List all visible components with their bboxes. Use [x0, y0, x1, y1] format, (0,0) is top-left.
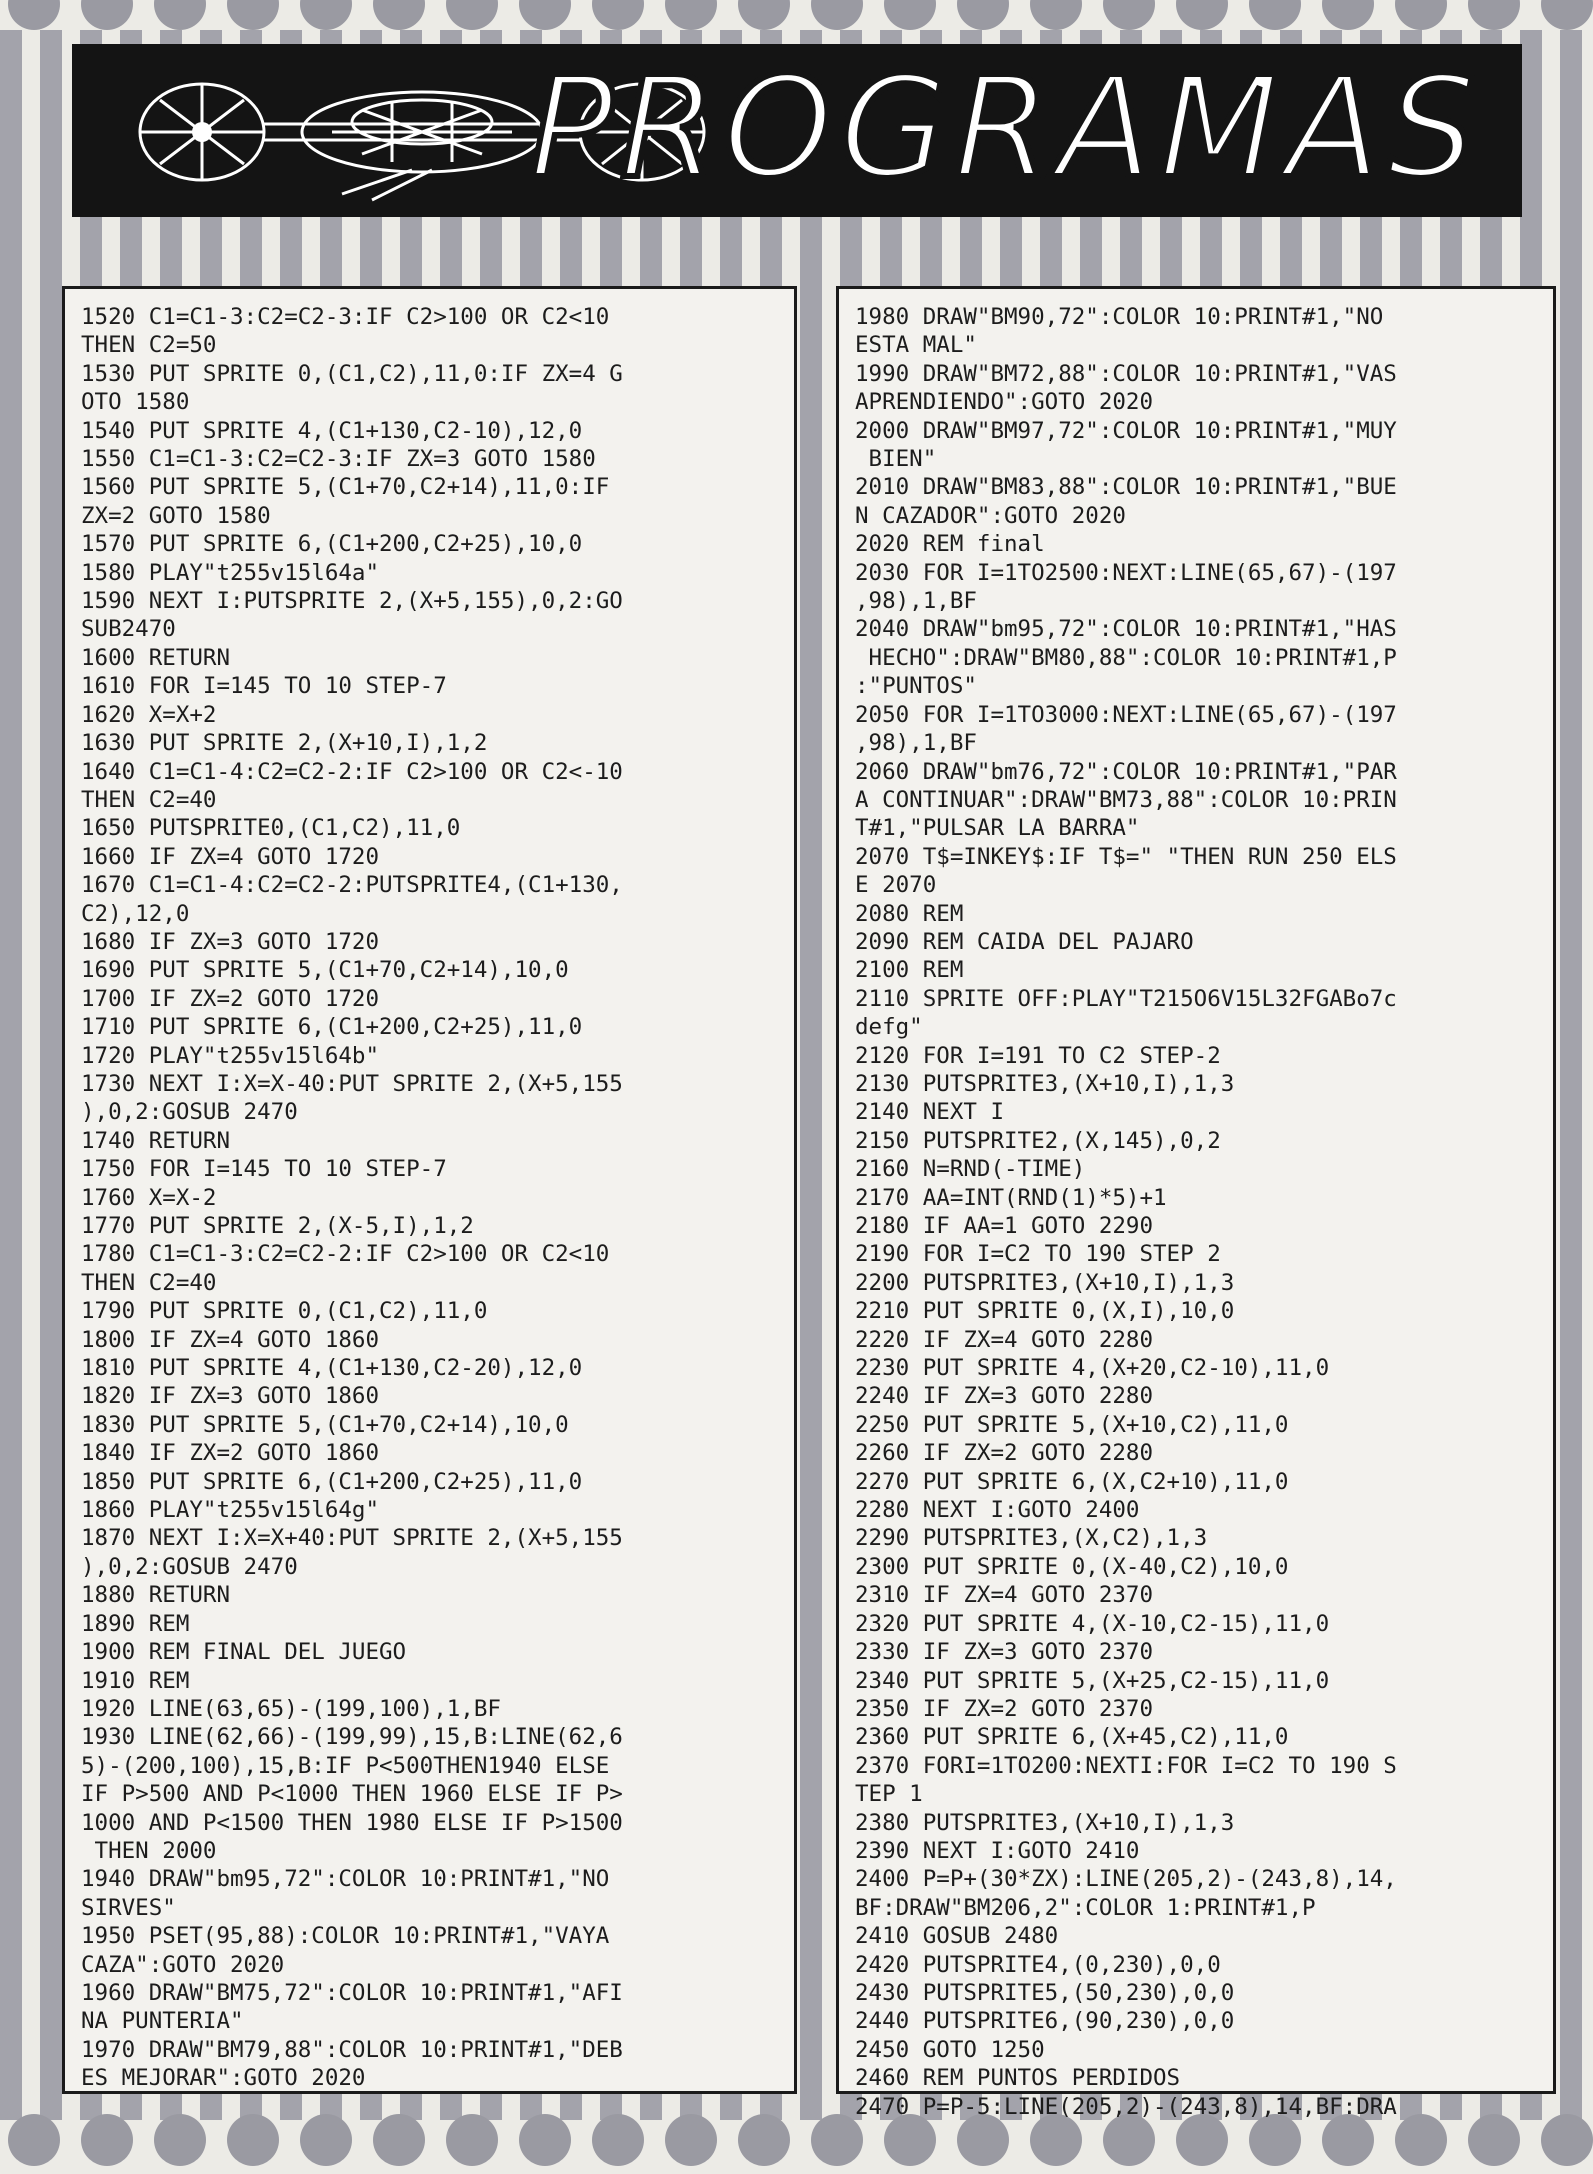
code-line: 2300 PUT SPRITE 0,(X-40,C2),10,0 — [855, 1553, 1289, 1580]
code-line: 1640 C1=C1-4:C2=C2-2:IF C2>100 OR C2<-10 — [81, 758, 623, 785]
code-line: 1880 RETURN — [81, 1582, 231, 1609]
code-line: THEN C2=40 — [81, 1269, 217, 1296]
code-line: THEN 2000 — [81, 1837, 217, 1864]
code-line: ,98),1,BF — [855, 588, 977, 615]
code-line: 2160 N=RND(-TIME) — [855, 1156, 1086, 1183]
border-dot — [957, 2114, 1009, 2166]
code-line: 2350 IF ZX=2 GOTO 2370 — [855, 1695, 1154, 1722]
code-line: 2260 IF ZX=2 GOTO 2280 — [855, 1440, 1154, 1467]
code-line: 1790 PUT SPRITE 0,(C1,C2),11,0 — [81, 1298, 488, 1325]
code-line: ES MEJORAR":GOTO 2020 — [81, 2065, 366, 2092]
code-line: 1620 X=X+2 — [81, 701, 217, 728]
code-line: 2110 SPRITE OFF:PLAY"T215O6V15L32FGABo7c — [855, 985, 1397, 1012]
code-line: 2410 GOSUB 2480 — [855, 1923, 1059, 1950]
code-line: 1930 LINE(62,66)-(199,99),15,B:LINE(62,6 — [81, 1724, 623, 1751]
code-line: 2450 GOTO 1250 — [855, 2036, 1045, 2063]
border-dot — [1541, 0, 1593, 30]
code-line: NA PUNTERIA" — [81, 2008, 244, 2035]
border-dot — [1395, 2114, 1447, 2166]
border-dot — [665, 2114, 717, 2166]
code-line: 1900 REM FINAL DEL JUEGO — [81, 1639, 407, 1666]
code-line: 1970 DRAW"BM79,88":COLOR 10:PRINT#1,"DEB — [81, 2036, 623, 2063]
code-line: 2330 IF ZX=3 GOTO 2370 — [855, 1639, 1154, 1666]
code-line: 2420 PUTSPRITE4,(0,230),0,0 — [855, 1951, 1221, 1978]
code-line: 1000 AND P<1500 THEN 1980 ELSE IF P>1500 — [81, 1809, 623, 1836]
code-line: 2280 NEXT I:GOTO 2400 — [855, 1497, 1140, 1524]
code-line: 1700 IF ZX=2 GOTO 1720 — [81, 985, 380, 1012]
code-line: 2010 DRAW"BM83,88":COLOR 10:PRINT#1,"BUE — [855, 474, 1397, 501]
border-dot — [1103, 2114, 1155, 2166]
code-line: 1820 IF ZX=3 GOTO 1860 — [81, 1383, 380, 1410]
code-line: 2470 P=P-5:LINE(205,2)-(243,8),14,BF:DRA — [855, 2093, 1397, 2120]
code-line: 2310 IF ZX=4 GOTO 2370 — [855, 1582, 1154, 1609]
code-line: 1830 PUT SPRITE 5,(C1+70,C2+14),10,0 — [81, 1411, 569, 1438]
code-line: 2220 IF ZX=4 GOTO 2280 — [855, 1326, 1154, 1353]
border-dot — [1322, 0, 1374, 30]
code-line: 2150 PUTSPRITE2,(X,145),0,2 — [855, 1127, 1221, 1154]
code-line: THEN C2=50 — [81, 332, 217, 359]
code-line: 1520 C1=C1-3:C2=C2-3:IF C2>100 OR C2<10 — [81, 304, 610, 330]
code-line: 2240 IF ZX=3 GOTO 2280 — [855, 1383, 1154, 1410]
code-line: :"PUNTOS" — [855, 673, 977, 700]
code-line: 1750 FOR I=145 TO 10 STEP-7 — [81, 1156, 447, 1183]
border-dot — [1395, 0, 1447, 30]
border-dot — [446, 2114, 498, 2166]
code-line: 2140 NEXT I — [855, 1099, 1005, 1126]
code-line: 1870 NEXT I:X=X+40:PUT SPRITE 2,(X+5,155 — [81, 1525, 623, 1552]
code-line: SIRVES" — [81, 1894, 176, 1921]
code-line: 2370 FORI=1TO200:NEXTI:FOR I=C2 TO 190 S — [855, 1752, 1397, 1779]
border-dot — [300, 2114, 352, 2166]
code-line: 1600 RETURN — [81, 644, 231, 671]
code-line: 2210 PUT SPRITE 0,(X,I),10,0 — [855, 1298, 1235, 1325]
border-dot — [592, 0, 644, 30]
code-line: OTO 1580 — [81, 389, 190, 416]
border-dot — [8, 2114, 60, 2166]
code-line: 1720 PLAY"t255v15l64b" — [81, 1042, 380, 1069]
code-line: 1540 PUT SPRITE 4,(C1+130,C2-10),12,0 — [81, 417, 583, 444]
border-dot — [1030, 0, 1082, 30]
code-line: 2120 FOR I=191 TO C2 STEP-2 — [855, 1042, 1221, 1069]
code-line: 2130 PUTSPRITE3,(X+10,I),1,3 — [855, 1070, 1235, 1097]
code-line: 1840 IF ZX=2 GOTO 1860 — [81, 1440, 380, 1467]
code-line: HECHO":DRAW"BM80,88":COLOR 10:PRINT#1,P — [855, 644, 1397, 671]
code-line: 2380 PUTSPRITE3,(X+10,I),1,3 — [855, 1809, 1235, 1836]
code-line: A CONTINUAR":DRAW"BM73,88":COLOR 10:PRIN — [855, 786, 1397, 813]
code-line: 1800 IF ZX=4 GOTO 1860 — [81, 1326, 380, 1353]
code-line: 2040 DRAW"bm95,72":COLOR 10:PRINT#1,"HAS — [855, 616, 1397, 643]
border-dot — [1176, 0, 1228, 30]
code-listing-right — [836, 286, 1556, 2120]
code-line: 1810 PUT SPRITE 4,(C1+130,C2-20),12,0 — [81, 1355, 583, 1382]
border-dot — [1249, 2114, 1301, 2166]
border-dot — [8, 0, 60, 30]
code-line: 2290 PUTSPRITE3,(X,C2),1,3 — [855, 1525, 1208, 1552]
code-line: SUB2470 — [81, 616, 176, 643]
code-line: 1950 PSET(95,88):COLOR 10:PRINT#1,"VAYA — [81, 1923, 610, 1950]
border-dot — [1030, 2114, 1082, 2166]
border-dot — [81, 0, 133, 30]
border-dot — [446, 0, 498, 30]
code-line: TEP 1 — [855, 1781, 923, 1808]
border-dot — [154, 0, 206, 30]
code-line: 2250 PUT SPRITE 5,(X+10,C2),11,0 — [855, 1411, 1289, 1438]
border-dot — [738, 0, 790, 30]
code-line: 2020 REM final — [855, 531, 1045, 558]
code-line: IF P>500 AND P<1000 THEN 1960 ELSE IF P> — [81, 1781, 623, 1808]
code-line: 2180 IF AA=1 GOTO 2290 — [855, 1213, 1154, 1239]
code-line: 1980 DRAW"BM90,72":COLOR 10:PRINT#1,"NO — [855, 304, 1384, 330]
code-line: 1860 PLAY"t255v15l64g" — [81, 1497, 380, 1524]
code-line: APRENDIENDO":GOTO 2020 — [855, 389, 1154, 416]
code-line: 2190 FOR I=C2 TO 190 STEP 2 — [855, 1241, 1221, 1268]
border-dot — [227, 2114, 279, 2166]
border-dot — [1103, 0, 1155, 30]
border-dot — [1541, 2114, 1593, 2166]
code-line: THEN C2=40 — [81, 786, 217, 813]
code-line: 1910 REM — [81, 1667, 190, 1694]
code-line: 2400 P=P+(30*ZX):LINE(205,2)-(243,8),14, — [855, 1866, 1397, 1893]
border-dot — [1249, 0, 1301, 30]
code-line: BIEN" — [855, 446, 937, 473]
code-line: ),0,2:GOSUB 2470 — [81, 1553, 298, 1580]
code-line: 2430 PUTSPRITE5,(50,230),0,0 — [855, 1979, 1235, 2006]
code-line: 1630 PUT SPRITE 2,(X+10,I),1,2 — [81, 730, 488, 757]
code-line: 2030 FOR I=1TO2500:NEXT:LINE(65,67)-(197 — [855, 559, 1397, 586]
code-line: 1780 C1=C1-3:C2=C2-2:IF C2>100 OR C2<10 — [81, 1241, 610, 1268]
border-dot — [519, 2114, 571, 2166]
border-dot — [592, 2114, 644, 2166]
code-line: 1940 DRAW"bm95,72":COLOR 10:PRINT#1,"NO — [81, 1866, 610, 1893]
code-line: N CAZADOR":GOTO 2020 — [855, 502, 1126, 529]
code-line: 2360 PUT SPRITE 6,(X+45,C2),11,0 — [855, 1724, 1289, 1751]
code-line: 1560 PUT SPRITE 5,(C1+70,C2+14),11,0:IF — [81, 474, 610, 501]
code-line: 1850 PUT SPRITE 6,(C1+200,C2+25),11,0 — [81, 1468, 583, 1495]
border-dot — [1176, 2114, 1228, 2166]
code-line: C2),12,0 — [81, 900, 190, 927]
code-line: 1920 LINE(63,65)-(199,100),1,BF — [81, 1695, 501, 1722]
code-line: 5)-(200,100),15,B:IF P<500THEN1940 ELSE — [81, 1752, 610, 1779]
border-dot — [300, 0, 352, 30]
bottom-dot-border — [0, 2114, 1582, 2174]
code-line: T#1,"PULSAR LA BARRA" — [855, 815, 1140, 842]
code-line: ZX=2 GOTO 1580 — [81, 502, 271, 529]
code-listing-left — [62, 286, 797, 2094]
code-line: 1740 RETURN — [81, 1127, 231, 1154]
code-line: 1570 PUT SPRITE 6,(C1+200,C2+25),10,0 — [81, 531, 583, 558]
code-line: 2200 PUTSPRITE3,(X+10,I),1,3 — [855, 1269, 1235, 1296]
code-line: E 2070 — [855, 872, 937, 899]
code-line: 1770 PUT SPRITE 2,(X-5,I),1,2 — [81, 1213, 474, 1239]
code-line: 2230 PUT SPRITE 4,(X+20,C2-10),11,0 — [855, 1355, 1330, 1382]
border-dot — [373, 0, 425, 30]
code-line: 1710 PUT SPRITE 6,(C1+200,C2+25),11,0 — [81, 1014, 583, 1041]
code-line: 2390 NEXT I:GOTO 2410 — [855, 1837, 1140, 1864]
code-line: 1680 IF ZX=3 GOTO 1720 — [81, 928, 380, 955]
code-line: 1590 NEXT I:PUTSPRITE 2,(X+5,155),0,2:GO — [81, 588, 623, 615]
border-dot — [373, 2114, 425, 2166]
code-line: 1760 X=X-2 — [81, 1184, 217, 1211]
code-line: 2060 DRAW"bm76,72":COLOR 10:PRINT#1,"PAR — [855, 758, 1397, 785]
header-banner — [72, 44, 1522, 217]
border-dot — [811, 2114, 863, 2166]
border-dot — [519, 0, 571, 30]
code-line: 2090 REM CAIDA DEL PAJARO — [855, 928, 1194, 955]
code-line: ,98),1,BF — [855, 730, 977, 757]
border-dot — [1468, 2114, 1520, 2166]
border-dot — [1468, 0, 1520, 30]
top-dot-border — [0, 0, 1582, 38]
border-dot — [884, 0, 936, 30]
code-line: 2100 REM — [855, 957, 964, 984]
code-line: ),0,2:GOSUB 2470 — [81, 1099, 298, 1126]
page-title: PROGRAMAS — [529, 47, 1482, 210]
border-dot — [1322, 2114, 1374, 2166]
border-dot — [81, 2114, 133, 2166]
code-line: 1650 PUTSPRITE0,(C1,C2),11,0 — [81, 815, 461, 842]
code-line: 2320 PUT SPRITE 4,(X-10,C2-15),11,0 — [855, 1610, 1330, 1637]
border-dot — [154, 2114, 206, 2166]
code-line: 1580 PLAY"t255v15l64a" — [81, 559, 380, 586]
border-dot — [811, 0, 863, 30]
code-line: 1610 FOR I=145 TO 10 STEP-7 — [81, 673, 447, 700]
border-dot — [884, 2114, 936, 2166]
code-line: 2340 PUT SPRITE 5,(X+25,C2-15),11,0 — [855, 1667, 1330, 1694]
code-line: 1550 C1=C1-3:C2=C2-3:IF ZX=3 GOTO 1580 — [81, 446, 596, 473]
code-line: 1960 DRAW"BM75,72":COLOR 10:PRINT#1,"AFI — [81, 1979, 623, 2006]
code-line: 1730 NEXT I:X=X-40:PUT SPRITE 2,(X+5,155 — [81, 1070, 623, 1097]
code-line: 1530 PUT SPRITE 0,(C1,C2),11,0:IF ZX=4 G — [81, 360, 623, 387]
code-line: defg" — [855, 1014, 923, 1041]
border-dot — [957, 0, 1009, 30]
code-line: ESTA MAL" — [855, 332, 977, 359]
code-line: 2460 REM PUNTOS PERDIDOS — [855, 2065, 1181, 2092]
code-line: 2050 FOR I=1TO3000:NEXT:LINE(65,67)-(197 — [855, 701, 1397, 728]
code-line: 1990 DRAW"BM72,88":COLOR 10:PRINT#1,"VAS — [855, 360, 1397, 387]
code-line: 2080 REM — [855, 900, 964, 927]
border-dot — [227, 0, 279, 30]
border-dot — [738, 2114, 790, 2166]
code-line: 1670 C1=C1-4:C2=C2-2:PUTSPRITE4,(C1+130, — [81, 872, 623, 899]
code-line: 2440 PUTSPRITE6,(90,230),0,0 — [855, 2008, 1235, 2035]
code-line: 1660 IF ZX=4 GOTO 1720 — [81, 843, 380, 870]
code-line: 2070 T$=INKEY$:IF T$=" "THEN RUN 250 ELS — [855, 843, 1397, 870]
border-dot — [665, 0, 717, 30]
code-line: BF:DRAW"BM206,2":COLOR 1:PRINT#1,P — [855, 1894, 1316, 1921]
code-line: 2170 AA=INT(RND(1)*5)+1 — [855, 1184, 1167, 1211]
code-line: 2000 DRAW"BM97,72":COLOR 10:PRINT#1,"MUY — [855, 417, 1397, 444]
code-line: 1690 PUT SPRITE 5,(C1+70,C2+14),10,0 — [81, 957, 569, 984]
code-line: CAZA":GOTO 2020 — [81, 1951, 285, 1978]
code-line: 1890 REM — [81, 1610, 190, 1637]
code-line: 2270 PUT SPRITE 6,(X,C2+10),11,0 — [855, 1468, 1289, 1495]
